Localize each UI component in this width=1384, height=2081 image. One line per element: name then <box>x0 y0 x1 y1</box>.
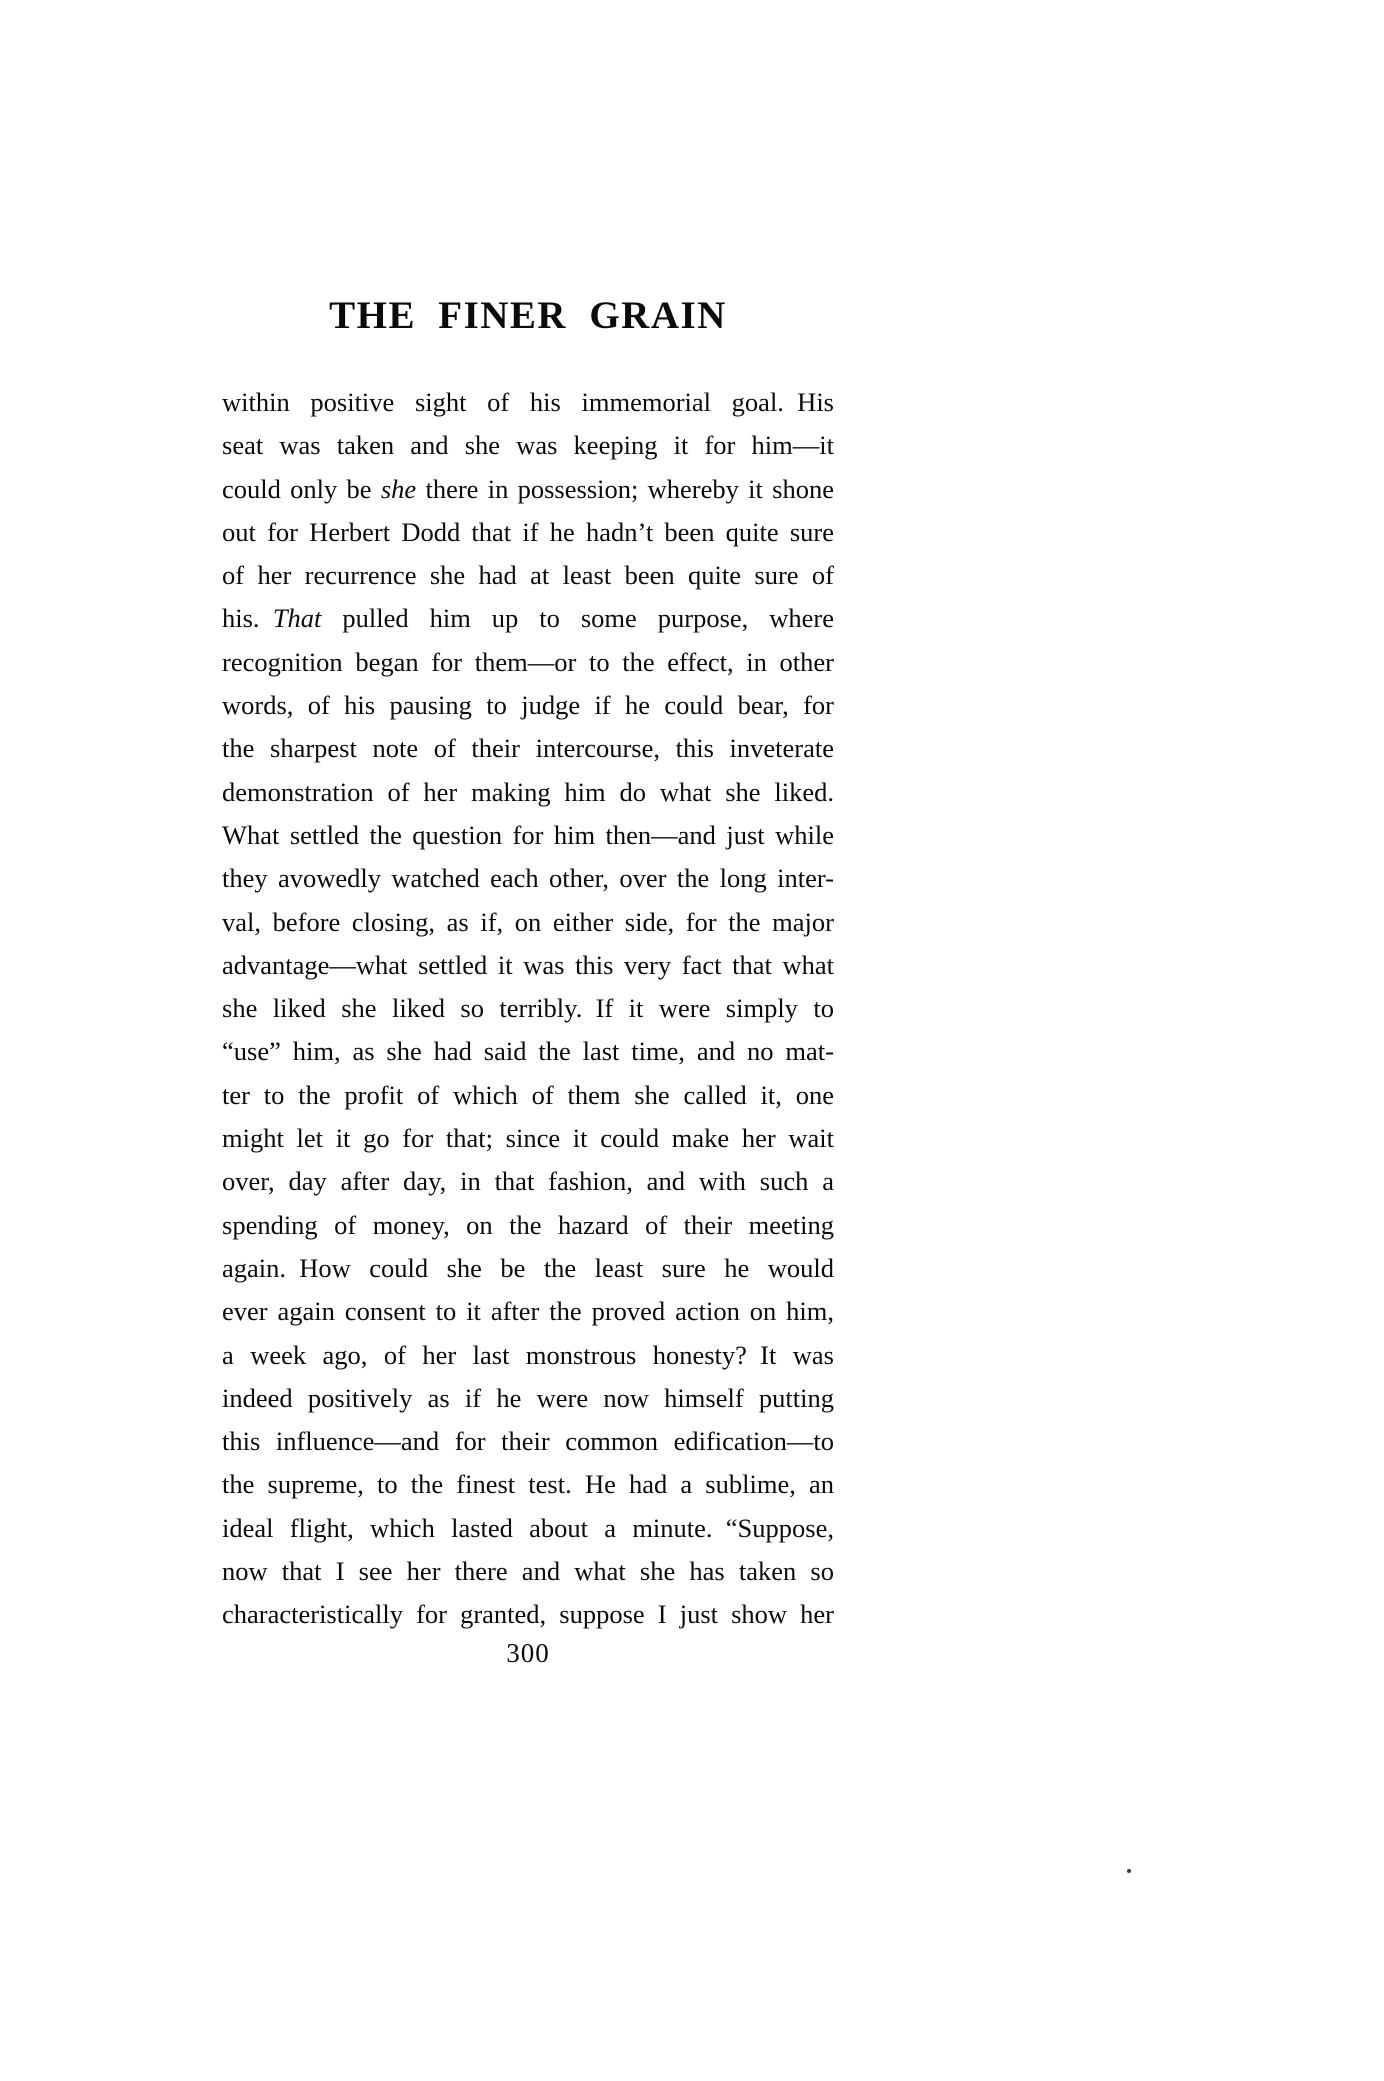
page-number: 300 <box>506 1638 550 1668</box>
text-line: a week ago, of her last monstrous honesty? It was <box>222 1339 834 1370</box>
text-line: seat was taken and she was keeping it for him—it <box>222 430 834 461</box>
text-line: his. That pulled him up to some purpose, where <box>222 603 834 634</box>
text-line: might let it go for that; since it could make her wait <box>222 1123 834 1154</box>
text-line: the supreme, to the finest test. He had a sublime, an <box>222 1469 834 1500</box>
text-line: this influence—and for their common edification—to <box>222 1426 834 1457</box>
text-line: within positive sight of his immemorial goal. His <box>222 387 834 417</box>
text-line: ter to the profit of which of them she called it, one <box>222 1079 834 1110</box>
text-line: she liked she liked so terribly. If it were simply to <box>222 993 834 1024</box>
text-line: “use” him, as she had said the last time, and no mat- <box>222 1036 834 1067</box>
text-line: indeed positively as if he were now himself putting <box>222 1382 834 1413</box>
text-line: characteristically for granted, suppose I just show her <box>222 1599 834 1630</box>
text-line: again. How could she be the least sure he would <box>222 1252 834 1283</box>
text-line: over, day after day, in that fashion, and with such a <box>222 1166 834 1197</box>
text-line: recognition began for them—or to the effect, in other <box>222 646 834 677</box>
scan-speck <box>1127 1869 1131 1873</box>
text-line: words, of his pausing to judge if he could bear, for <box>222 690 834 721</box>
text-line: of her recurrence she had at least been quite sure of <box>222 560 834 591</box>
text-line: now that I see her there and what she has taken so <box>222 1556 834 1587</box>
text-line: demonstration of her making him do what she liked. <box>222 776 834 807</box>
text-line: could only be she there in possession; whereby it shone <box>222 473 834 504</box>
text-line: ever again consent to it after the proved action on him, <box>222 1296 834 1327</box>
running-title: THE FINER GRAIN <box>329 294 727 337</box>
text-line: spending of money, on the hazard of their meeting <box>222 1209 834 1240</box>
body-text <box>222 381 834 1637</box>
text-line: out for Herbert Dodd that if he hadn’t been quite sure <box>222 516 834 547</box>
text-line: advantage—what settled it was this very fact that what <box>222 949 834 980</box>
text-line: What settled the question for him then—and just while <box>222 819 834 850</box>
text-line: val, before closing, as if, on either side, for the major <box>222 906 834 937</box>
text-line: the sharpest note of their intercourse, this inveterate <box>222 733 834 764</box>
text-line: they avowedly watched each other, over the long inter- <box>222 863 834 894</box>
text-line: ideal flight, which lasted about a minute. “Suppose, <box>222 1512 834 1543</box>
